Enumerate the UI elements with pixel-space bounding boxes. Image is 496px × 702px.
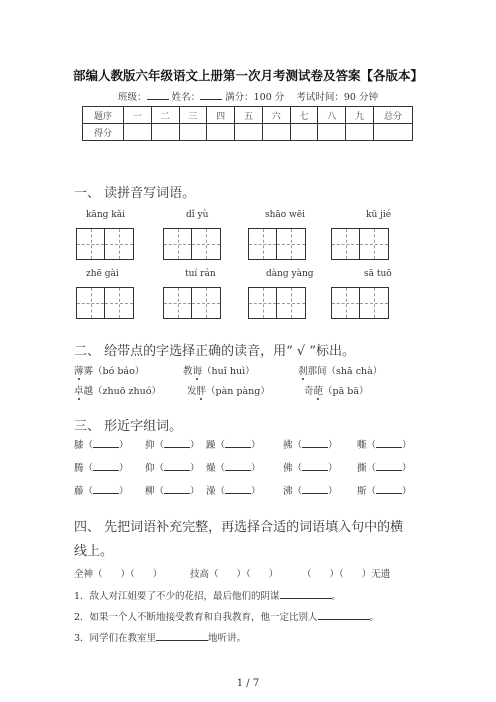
open-paren: （ bbox=[83, 463, 94, 474]
open-paren: （ bbox=[292, 463, 303, 474]
score-cell[interactable] bbox=[179, 124, 207, 141]
close-paren: ） bbox=[402, 463, 412, 474]
pinyin-label: shāo wēi bbox=[265, 210, 305, 220]
close-paren: ） bbox=[190, 486, 200, 497]
time-label: 考试时间：90 分钟 bbox=[296, 92, 378, 103]
score-table-header-row bbox=[83, 107, 413, 124]
close-paren: ） bbox=[190, 463, 200, 474]
word-group-char: 藤 bbox=[74, 486, 84, 497]
open-paren: （ bbox=[366, 463, 377, 474]
answer-blank[interactable] bbox=[164, 438, 190, 448]
answer-blank[interactable] bbox=[318, 610, 370, 620]
dotted-char: 薄 bbox=[74, 366, 84, 377]
writing-grid[interactable] bbox=[248, 287, 306, 319]
answer-blank[interactable] bbox=[302, 438, 328, 448]
name-label: 姓名： bbox=[171, 92, 201, 103]
word-group-char: 燥 bbox=[206, 463, 216, 474]
class-label: 班级： bbox=[118, 92, 147, 103]
close-paren: ） bbox=[402, 486, 412, 497]
open-paren: （ bbox=[366, 440, 377, 451]
writing-grid[interactable] bbox=[248, 228, 306, 260]
word-group-char: 澡 bbox=[206, 486, 216, 497]
open-paren: （ bbox=[83, 486, 94, 497]
score-cell[interactable] bbox=[346, 124, 374, 141]
writing-grid[interactable] bbox=[76, 287, 134, 319]
close-paren: ） bbox=[251, 440, 261, 451]
exam-info bbox=[0, 89, 496, 103]
section4-heading-line1: 四、 先把词语补充完整，再选择合适的词语填入句中的横 bbox=[74, 520, 404, 535]
score-row-label: 得分 bbox=[83, 124, 124, 141]
word-group-char: 斯 bbox=[357, 486, 367, 497]
name-blank bbox=[200, 90, 222, 100]
open-paren: （ bbox=[366, 486, 377, 497]
answer-blank[interactable] bbox=[376, 438, 402, 448]
score-header-cell: 九 bbox=[346, 107, 374, 124]
word-group-char: 沸 bbox=[283, 486, 293, 497]
score-cell[interactable] bbox=[235, 124, 263, 141]
word-group-char: 佛 bbox=[283, 463, 293, 474]
score-table bbox=[82, 106, 413, 141]
dotted-char: 葩 bbox=[313, 386, 324, 397]
open-paren: （ bbox=[292, 440, 303, 451]
answer-blank[interactable] bbox=[93, 461, 119, 471]
dotted-char: 刹 bbox=[298, 366, 308, 377]
answer-blank[interactable] bbox=[164, 461, 190, 471]
word-group-item bbox=[357, 460, 412, 474]
score-label: 满分：100 分 bbox=[225, 92, 285, 103]
answer-blank[interactable] bbox=[156, 631, 208, 641]
score-cell[interactable] bbox=[290, 124, 318, 141]
word-group-char: 腾 bbox=[74, 463, 84, 474]
reading-item: 薄雾（bó báo） bbox=[74, 366, 145, 377]
fill-sentence: 1．敌人对江姐要了不少的花招，最后他们的阴谋 。 bbox=[74, 591, 342, 602]
word-group-item bbox=[74, 483, 129, 497]
word-group-item bbox=[206, 483, 261, 497]
close-paren: ） bbox=[328, 440, 338, 451]
close-paren: ） bbox=[119, 440, 129, 451]
open-paren: （ bbox=[154, 463, 165, 474]
answer-blank[interactable] bbox=[164, 484, 190, 494]
class-blank bbox=[147, 90, 169, 100]
score-header-cell: 七 bbox=[290, 107, 318, 124]
fill-sentence: 3．同学们在教室里 地听讲。 bbox=[74, 633, 247, 644]
page-number: 1 / 7 bbox=[236, 678, 260, 689]
writing-grid[interactable] bbox=[76, 228, 134, 260]
word-group-item bbox=[74, 460, 129, 474]
open-paren: （ bbox=[83, 440, 94, 451]
score-header-cell: 二 bbox=[151, 107, 179, 124]
open-paren: （ bbox=[292, 486, 303, 497]
section3-heading: 三、 形近字组词。 bbox=[74, 419, 183, 434]
answer-blank[interactable] bbox=[302, 461, 328, 471]
reading-item: 教诲（huǐ huì） bbox=[183, 366, 255, 377]
score-header-cell: 一 bbox=[124, 107, 152, 124]
pinyin-label: kāng kǎi bbox=[86, 210, 125, 220]
close-paren: ） bbox=[328, 486, 338, 497]
word-group-char: 撕 bbox=[357, 463, 367, 474]
word-group-item bbox=[206, 437, 261, 451]
score-cell[interactable] bbox=[124, 124, 152, 141]
reading-item: 刹那间（shā chà） bbox=[298, 366, 383, 377]
score-cell[interactable] bbox=[374, 124, 413, 141]
score-header-cell: 总分 bbox=[374, 107, 413, 124]
dotted-char: 诲 bbox=[192, 366, 203, 377]
answer-blank[interactable] bbox=[93, 484, 119, 494]
close-paren: ） bbox=[251, 463, 261, 474]
reading-item: 奇葩（pā bā） bbox=[304, 386, 369, 397]
score-header-cell: 题序 bbox=[83, 107, 124, 124]
close-paren: ） bbox=[119, 463, 129, 474]
fill-word-item: （ ）（ ）无遗 bbox=[302, 569, 391, 580]
pinyin-label: sā tuō bbox=[364, 269, 392, 279]
close-paren: ） bbox=[402, 440, 412, 451]
word-group-item bbox=[145, 437, 200, 451]
word-group-item bbox=[357, 437, 412, 451]
section2-heading: 二、 给带点的字选择正确的读音，用“ √ ”标出。 bbox=[74, 344, 355, 359]
open-paren: （ bbox=[154, 440, 165, 451]
word-group-item bbox=[283, 483, 338, 497]
score-table-score-row bbox=[83, 124, 413, 141]
page-title: 部编人教版六年级语文上册第一次月考测试卷及答案【各版本】 bbox=[72, 68, 423, 83]
close-paren: ） bbox=[190, 440, 200, 451]
open-paren: （ bbox=[154, 486, 165, 497]
score-header-cell: 四 bbox=[207, 107, 235, 124]
open-paren: （ bbox=[215, 463, 226, 474]
word-group-item bbox=[145, 460, 200, 474]
word-group-item bbox=[206, 460, 261, 474]
open-paren: （ bbox=[215, 486, 226, 497]
answer-blank[interactable] bbox=[225, 438, 251, 448]
word-group-char: 抑 bbox=[145, 440, 155, 451]
answer-blank[interactable] bbox=[93, 438, 119, 448]
word-group-char: 躁 bbox=[206, 440, 216, 451]
word-group-char: 嘶 bbox=[357, 440, 367, 451]
score-header-cell: 八 bbox=[318, 107, 346, 124]
close-paren: ） bbox=[328, 463, 338, 474]
answer-blank[interactable] bbox=[280, 589, 332, 599]
score-cell[interactable] bbox=[262, 124, 290, 141]
close-paren: ） bbox=[119, 486, 129, 497]
score-cell[interactable] bbox=[151, 124, 179, 141]
fill-word-item: 技高（ ）（ ） bbox=[190, 569, 279, 580]
answer-blank[interactable] bbox=[376, 484, 402, 494]
score-header-cell: 三 bbox=[179, 107, 207, 124]
close-paren: ） bbox=[251, 486, 261, 497]
dotted-char: 卓 bbox=[74, 386, 84, 397]
pinyin-label: tuí rán bbox=[185, 269, 216, 279]
reading-item: 卓越（zhuō zhuó） bbox=[74, 386, 161, 397]
answer-blank[interactable] bbox=[225, 484, 251, 494]
answer-blank[interactable] bbox=[302, 484, 328, 494]
word-group-char: 拂 bbox=[283, 440, 293, 451]
score-cell[interactable] bbox=[318, 124, 346, 141]
word-group-item bbox=[357, 483, 412, 497]
writing-grid[interactable] bbox=[163, 228, 221, 260]
open-paren: （ bbox=[215, 440, 226, 451]
pinyin-label: dǐ yù bbox=[186, 210, 209, 220]
answer-blank[interactable] bbox=[225, 461, 251, 471]
pinyin-label: kū jié bbox=[366, 210, 392, 220]
reading-item: 发胖（pàn pàng） bbox=[187, 386, 270, 397]
word-group-char: 柳 bbox=[145, 486, 155, 497]
word-group-item bbox=[283, 460, 338, 474]
word-group-item bbox=[145, 483, 200, 497]
dotted-char: 胖 bbox=[196, 386, 207, 397]
writing-grid[interactable] bbox=[331, 228, 389, 260]
score-header-cell: 五 bbox=[235, 107, 263, 124]
section1-heading: 一、 读拼音写词语。 bbox=[74, 186, 196, 201]
score-cell[interactable] bbox=[207, 124, 235, 141]
pinyin-label: zhē gài bbox=[86, 269, 119, 279]
word-group-char: 膝 bbox=[74, 440, 84, 451]
section4-heading-line2: 线上。 bbox=[74, 544, 114, 559]
pinyin-label: dàng yàng bbox=[266, 269, 314, 279]
answer-blank[interactable] bbox=[376, 461, 402, 471]
fill-word-item: 全神（ ）（ ） bbox=[74, 569, 163, 580]
writing-grid[interactable] bbox=[331, 287, 389, 319]
word-group-item bbox=[283, 437, 338, 451]
fill-sentence: 2．如果一个人不断地接受教育和自我教育，他一定比别人 。 bbox=[74, 612, 380, 623]
score-header-cell: 六 bbox=[262, 107, 290, 124]
word-group-char: 仰 bbox=[145, 463, 155, 474]
writing-grid[interactable] bbox=[163, 287, 221, 319]
word-group-item bbox=[74, 437, 129, 451]
